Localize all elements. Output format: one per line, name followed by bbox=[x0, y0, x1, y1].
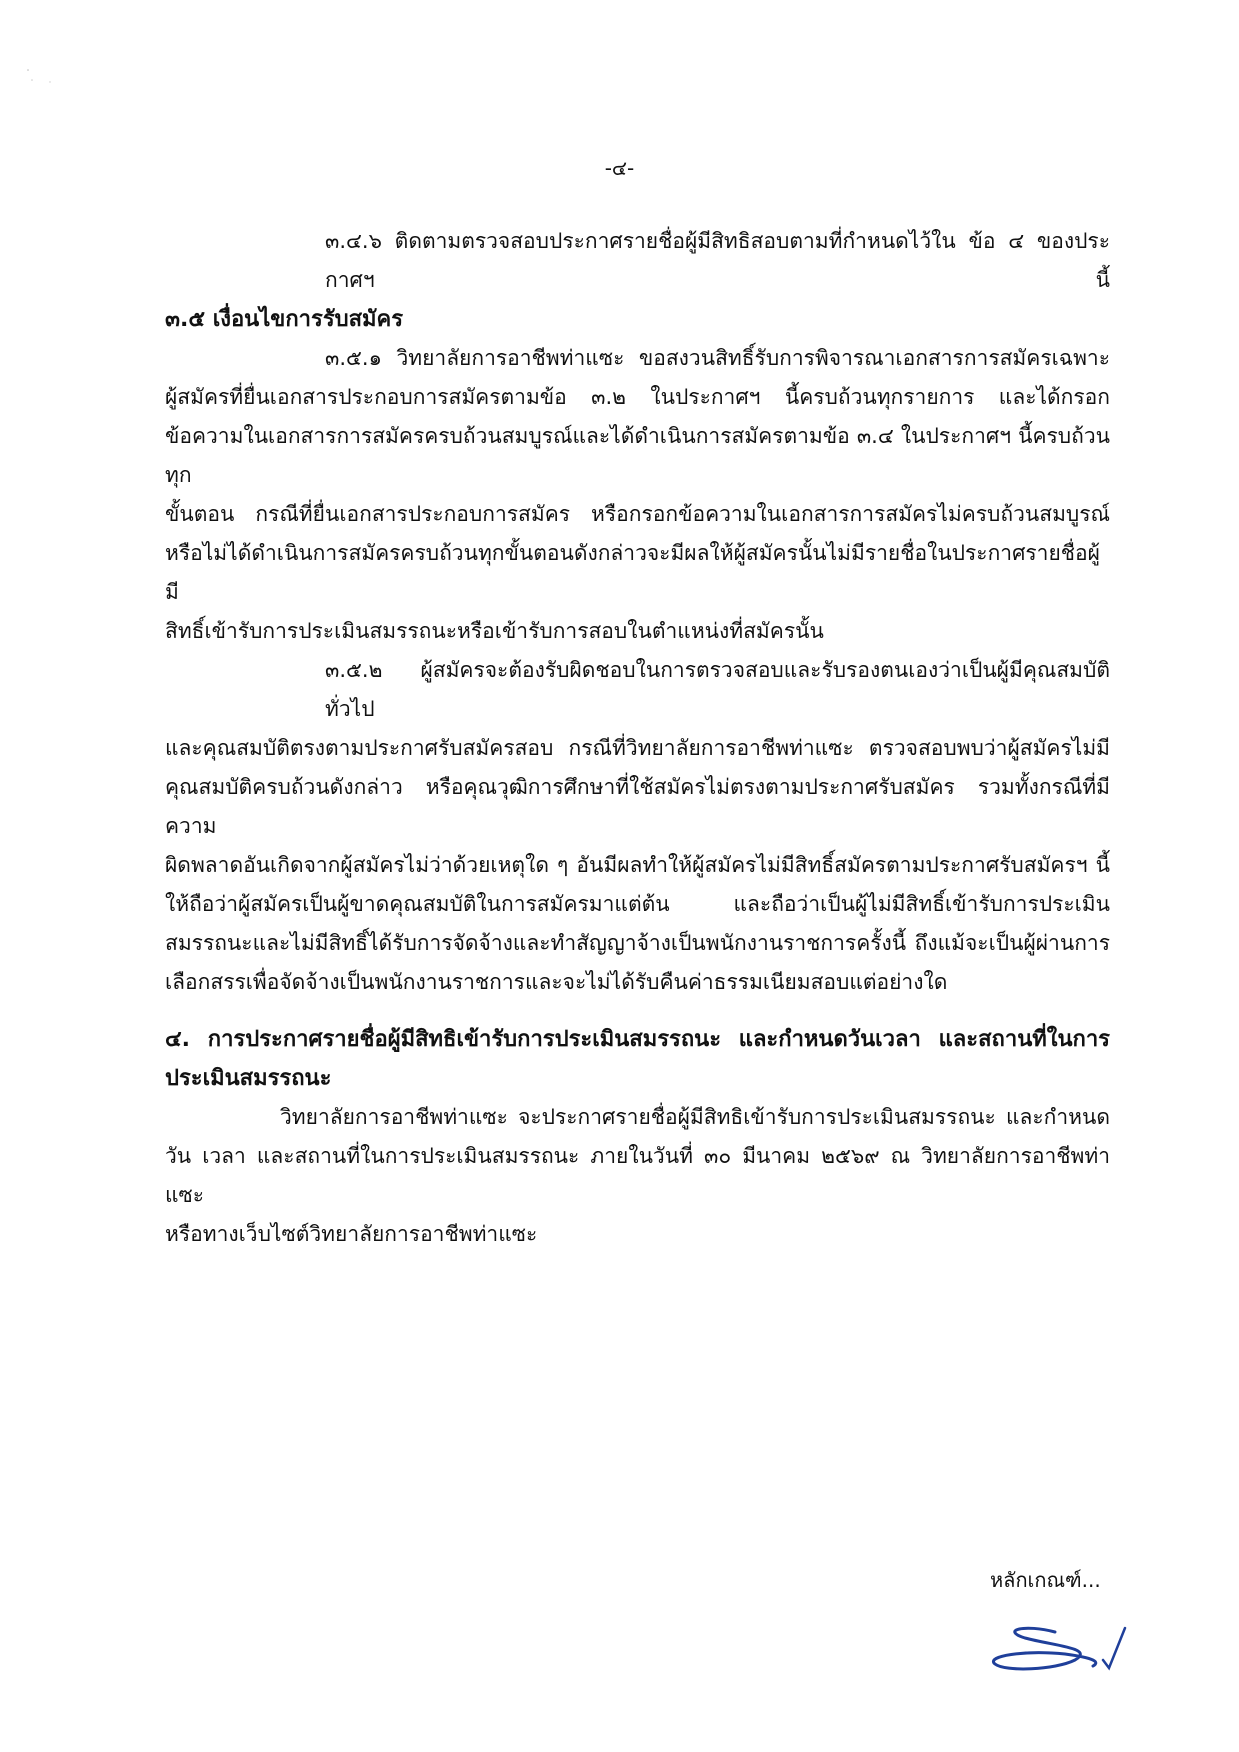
text-line: ๓.๕.๒ ผู้สมัครจะต้องรับผิดชอบในการตรวจสอบและรับรองตนเองว่าเป็นผู้มีคุณสมบัติทั่วไป bbox=[325, 658, 1110, 721]
scan-specks bbox=[20, 60, 80, 100]
text-line: หรือไม่ได้ดำเนินการสมัครครบถ้วนทุกขั้นตอนดังกล่าวจะมีผลให้ผู้สมัครนั้นไม่มีรายชื่อในประกาศรายชื่อผู้มี bbox=[165, 541, 1100, 604]
text-line: ขั้นตอน กรณีที่ยื่นเอกสารประกอบการสมัคร หรือกรอกข้อความในเอกสารการสมัครไม่ครบถ้วนสมบูรณ์ bbox=[165, 502, 1110, 526]
text-line: วิทยาลัยการอาชีพท่าแซะ จะประกาศรายชื่อผู้มีสิทธิเข้ารับการประเมินสมรรถนะ และกำหนด bbox=[280, 1105, 1110, 1129]
text-line: ๓.๕.๑ วิทยาลัยการอาชีพท่าแซะ ขอสงวนสิทธิ์รับการพิจารณาเอกสารการสมัครเฉพาะ bbox=[325, 346, 1110, 370]
text-line: สิทธิ์เข้ารับการประเมินสมรรถนะหรือเข้ารับการสอบในตำแหน่งที่สมัครนั้น bbox=[165, 619, 824, 643]
heading-line: ประเมินสมรรถนะ bbox=[165, 1066, 332, 1091]
text-line: สมรรถนะและไม่มีสิทธิ์ได้รับการจัดจ้างและทำสัญญาจ้างเป็นพนักงานราชการครั้งนี้ ถึงแม้จะเป็นผู้ผ่านการ bbox=[165, 931, 1110, 955]
section-4-body bbox=[165, 1098, 1110, 1254]
text-line: วัน เวลา และสถานที่ในการประเมินสมรรถนะ ภายในวันที่ ๓๐ มีนาคม ๒๕๖๙ ณ วิทยาลัยการอาชีพท่าแซะ bbox=[165, 1144, 1110, 1207]
text-line: ผิดพลาดอันเกิดจากผู้สมัครไม่ว่าด้วยเหตุใด ๆ อันมีผลทำให้ผู้สมัครไม่มีสิทธิ์สมัครตามประกาศรับสมัครฯ นี้ bbox=[165, 853, 1110, 877]
text-line: ผู้สมัครที่ยื่นเอกสารประกอบการสมัครตามข้อ ๓.๒ ในประกาศฯ นี้ครบถ้วนทุกรายการ และได้กรอก bbox=[165, 385, 1110, 409]
text-line: ข้อความในเอกสารการสมัครครบถ้วนสมบูรณ์และได้ดำเนินการสมัครตามข้อ ๓.๔ ในประกาศฯ นี้ครบถ้วนทุก bbox=[165, 424, 1110, 487]
section-3-5-heading: ๓.๕ เงื่อนไขการรับสมัคร bbox=[165, 307, 404, 332]
item-3-4-6: ๓.๔.๖ ติดตามตรวจสอบประกาศรายชื่อผู้มีสิทธิสอบตามที่กำหนดไว้ใน ข้อ ๔ ของประกาศฯ นี้ bbox=[325, 229, 1110, 292]
text-line: และคุณสมบัติตรงตามประกาศรับสมัครสอบ กรณีที่วิทยาลัยการอาชีพท่าแซะ ตรวจสอบพบว่าผู้สมัครไม่มี bbox=[165, 736, 1110, 760]
signature-initial bbox=[985, 1620, 1135, 1680]
text-line: ให้ถือว่าผู้สมัครเป็นผู้ขาดคุณสมบัติในการสมัครมาแต่ต้น และถือว่าเป็นผู้ไม่มีสิทธิ์เข้ารับการประเมิน bbox=[165, 892, 1110, 916]
section-spacer bbox=[165, 1002, 1110, 1020]
text-line: หรือทางเว็บไซต์วิทยาลัยการอาชีพท่าแซะ bbox=[165, 1222, 538, 1246]
paragraph-3-5-2 bbox=[165, 651, 1110, 1002]
page-number: -๔- bbox=[604, 156, 635, 180]
continuation-marker: หลักเกณฑ์... bbox=[990, 1568, 1101, 1592]
text-line: คุณสมบัติครบถ้วนดังกล่าว หรือคุณวุฒิการศึกษาที่ใช้สมัครไม่ตรงตามประกาศรับสมัคร รวมทั้งกรณีที่มีความ bbox=[165, 775, 1110, 838]
heading-line: ๔. การประกาศรายชื่อผู้มีสิทธิเข้ารับการประเมินสมรรถนะ และกำหนดวันเวลา และสถานที่ในการ bbox=[165, 1027, 1110, 1052]
section-4-heading bbox=[165, 1020, 1110, 1098]
text-line: เลือกสรรเพื่อจัดจ้างเป็นพนักงานราชการและจะไม่ได้รับคืนค่าธรรมเนียมสอบแต่อย่างใด bbox=[165, 970, 948, 994]
document-body bbox=[165, 222, 1110, 1254]
paragraph-3-5-1 bbox=[165, 339, 1110, 651]
